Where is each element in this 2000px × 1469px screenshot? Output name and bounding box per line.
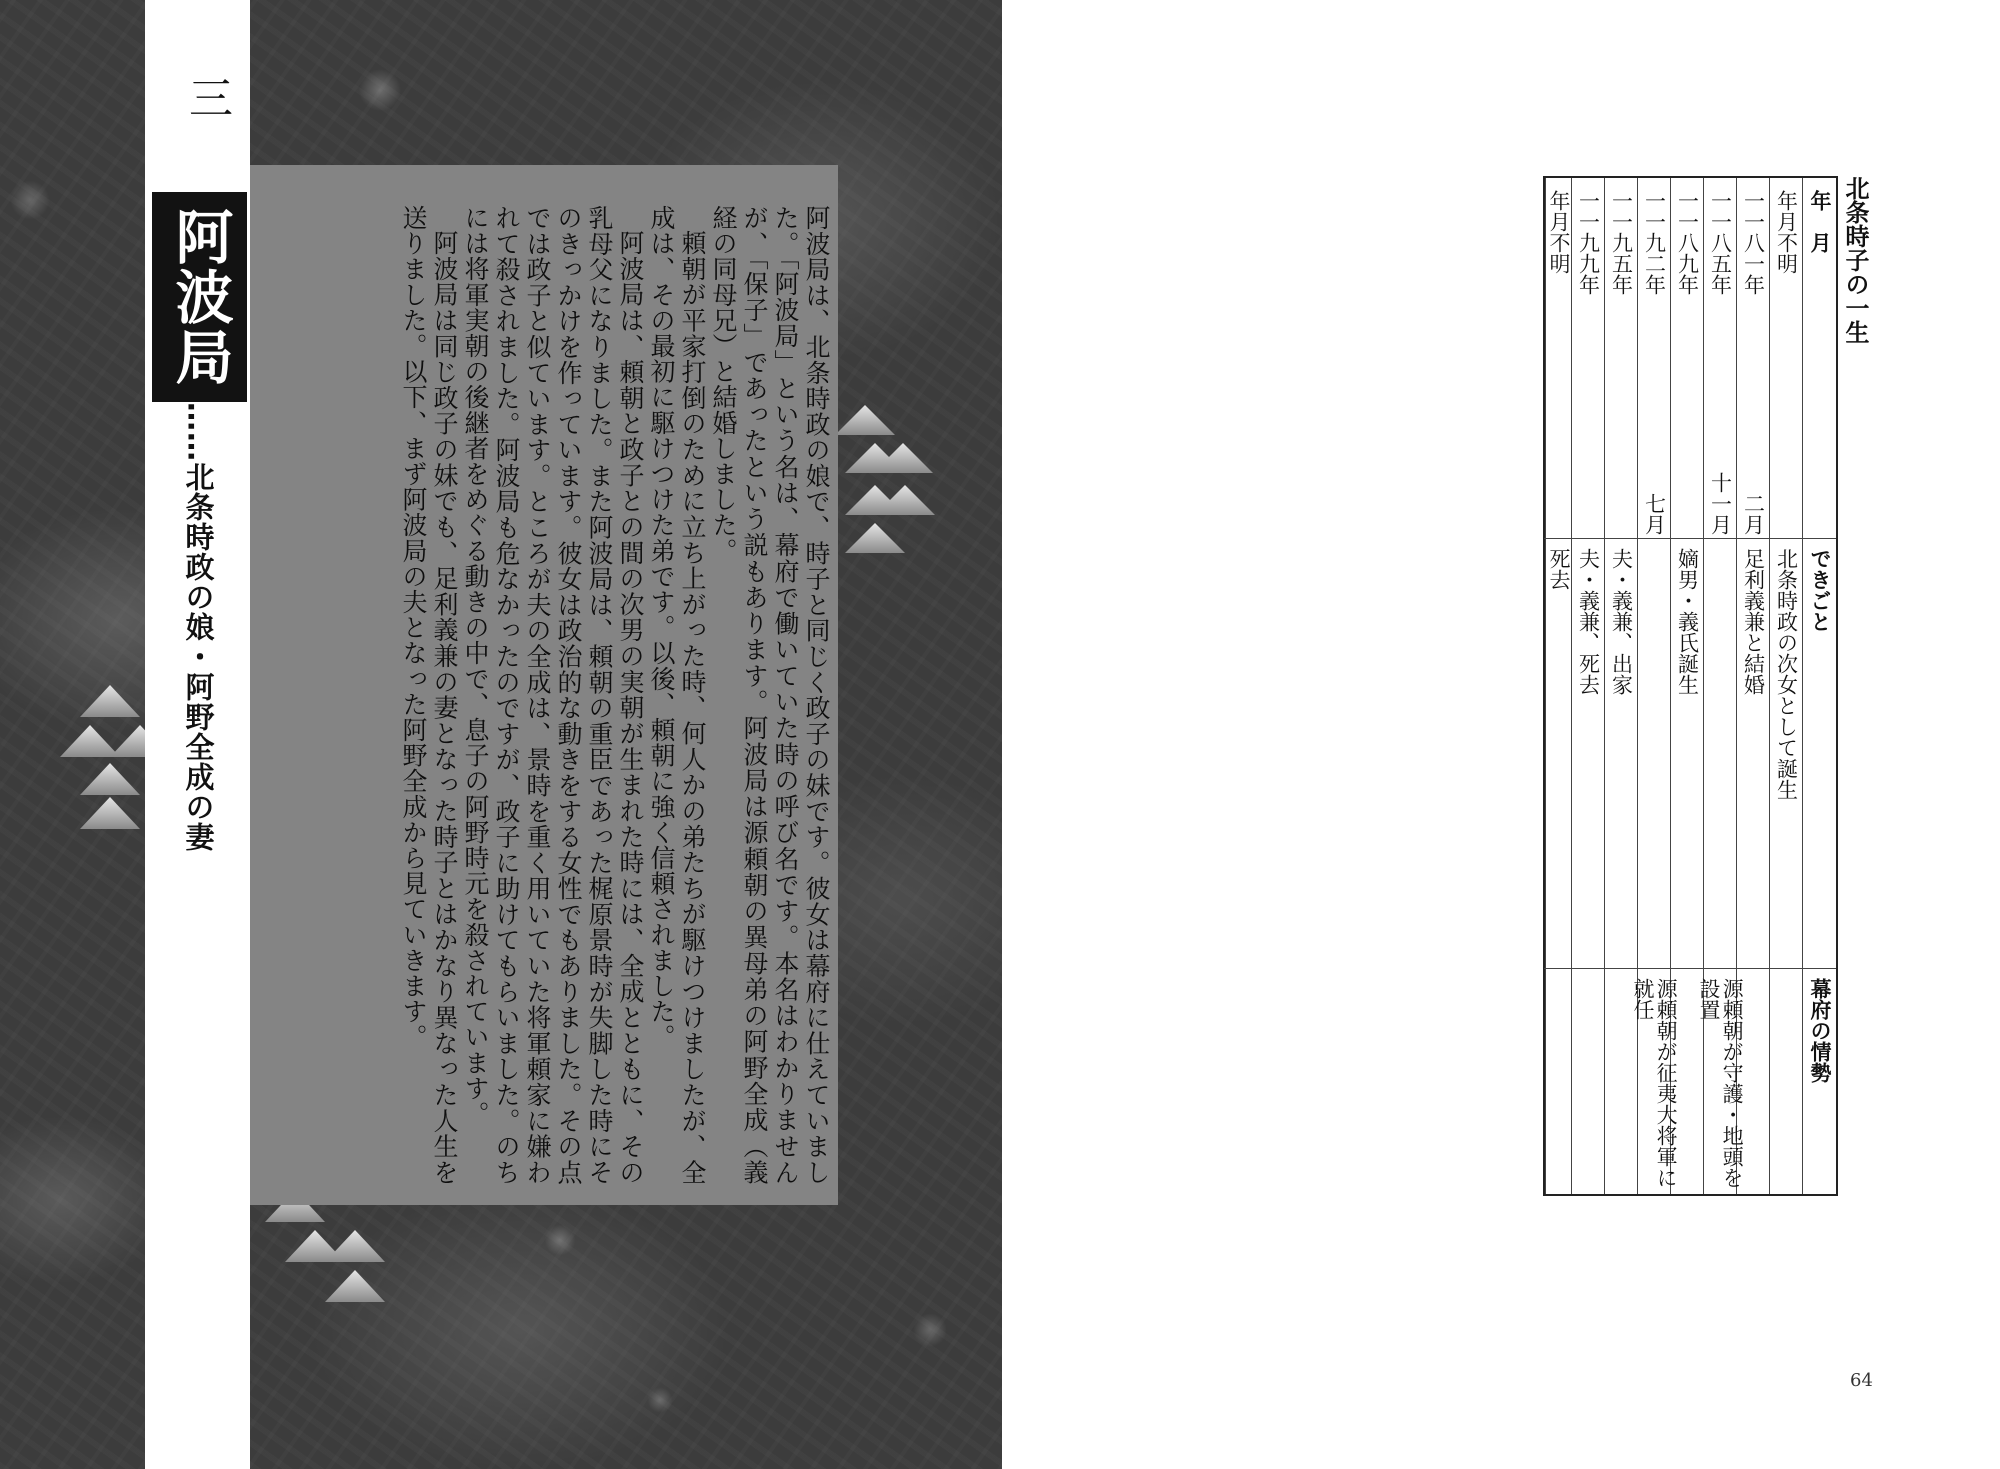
chapter-title: 阿波局 <box>165 207 234 387</box>
row-month: 二月 <box>1741 493 1766 535</box>
row-event: 死去 <box>1547 548 1572 590</box>
timeline-row <box>1769 178 1802 1194</box>
page-number: 64 <box>1850 1370 1873 1391</box>
table-divider <box>1544 968 1836 969</box>
row-year: 一一八一年 <box>1741 190 1766 295</box>
row-event: 足利義兼と結婚 <box>1741 548 1766 695</box>
timeline-row <box>1545 178 1571 1194</box>
row-event: 北条時政の次女として誕生 <box>1774 548 1799 800</box>
chapter-title-box <box>152 192 247 402</box>
timeline-table <box>1543 176 1838 1196</box>
row-year: 年月不明 <box>1547 190 1572 274</box>
row-event: 嫡男・義氏誕生 <box>1675 548 1700 695</box>
row-year: 一一九二年 <box>1642 190 1667 295</box>
timeline-row <box>1697 178 1745 1194</box>
header-event: できごと <box>1808 548 1833 632</box>
row-year: 一一八五年 <box>1708 190 1733 295</box>
chapter-subtitle-column <box>168 402 228 862</box>
row-year: 年月不明 <box>1774 190 1799 274</box>
body-text <box>262 205 832 1185</box>
row-month: 七月 <box>1642 493 1667 535</box>
row-year: 一一九九年 <box>1576 190 1601 295</box>
timeline-heading: 北条時子の一生 <box>1841 176 1869 344</box>
body-paragraph: 阿波局は、頼朝と政子との間の次男の実朝が生まれた時には、全成とともに、その乳母父になりました。また阿波局は、頼朝の重臣であった梶原景時が失脚した時にそのきっかけを作っています。彼女は政治的な動きをする女性でもありました。その点では政子と似ています。ところが夫の全成は、景時を重く用いていた将軍頼家に嫌われて殺されました。阿波局も危なかったのですが、政子に助けてもらいました。のちには将軍実朝の後継者をめぐる動きの中で、息子の阿野時元を殺されています。 <box>461 205 645 1185</box>
body-paragraph: 阿波局は、北条時政の娘で、時子と同じく政子の妹です。彼女は幕府に仕えていました。「阿波局」という名は、幕府で働いていた時の呼び名です。本名はわかりませんが、「保子」であったという説もあります。阿波局は源頼朝の異母弟の阿野全成（義経の同母兄）と結婚しました。 <box>709 205 831 1185</box>
header-date: 年 月 <box>1808 190 1833 253</box>
row-event: 夫・義兼、出家 <box>1609 548 1634 695</box>
timeline-header-column <box>1802 178 1836 1194</box>
timeline-row <box>1571 178 1604 1194</box>
timeline-row <box>1631 178 1679 1194</box>
row-year: 一一八九年 <box>1675 190 1700 295</box>
chapter-subtitle: ……北条時政の娘・阿野全成の妻 <box>181 402 216 852</box>
row-event: 夫・義兼、死去 <box>1576 548 1601 695</box>
row-year: 一一九五年 <box>1609 190 1634 295</box>
triangle-motif-upper <box>835 405 965 555</box>
header-shogunate: 幕府の情勢 <box>1808 978 1833 1083</box>
timeline-row <box>1604 178 1637 1194</box>
table-divider <box>1544 538 1836 539</box>
triangle-motif-lower <box>255 1190 415 1310</box>
row-shogunate: 源頼朝が守護・地頭を設置 <box>1697 978 1745 1188</box>
body-paragraph: 頼朝が平家打倒のために立ち上がった時、何人かの弟たちが駆けつけましたが、全成は、その最初に駆けつけた弟です。以後、頼朝に強く信頼されました。 <box>647 205 707 1185</box>
row-shogunate: 源頼朝が征夷大将軍に就任 <box>1631 978 1679 1188</box>
chapter-number: 三 <box>181 75 232 119</box>
body-paragraph: 阿波局は同じ政子の妹でも、足利義兼の妻となった時子とはかなり異なった人生を送りました。以下、まず阿波局の夫となった阿野全成から見ていきます。 <box>399 205 459 1185</box>
row-month: 十一月 <box>1708 472 1733 535</box>
